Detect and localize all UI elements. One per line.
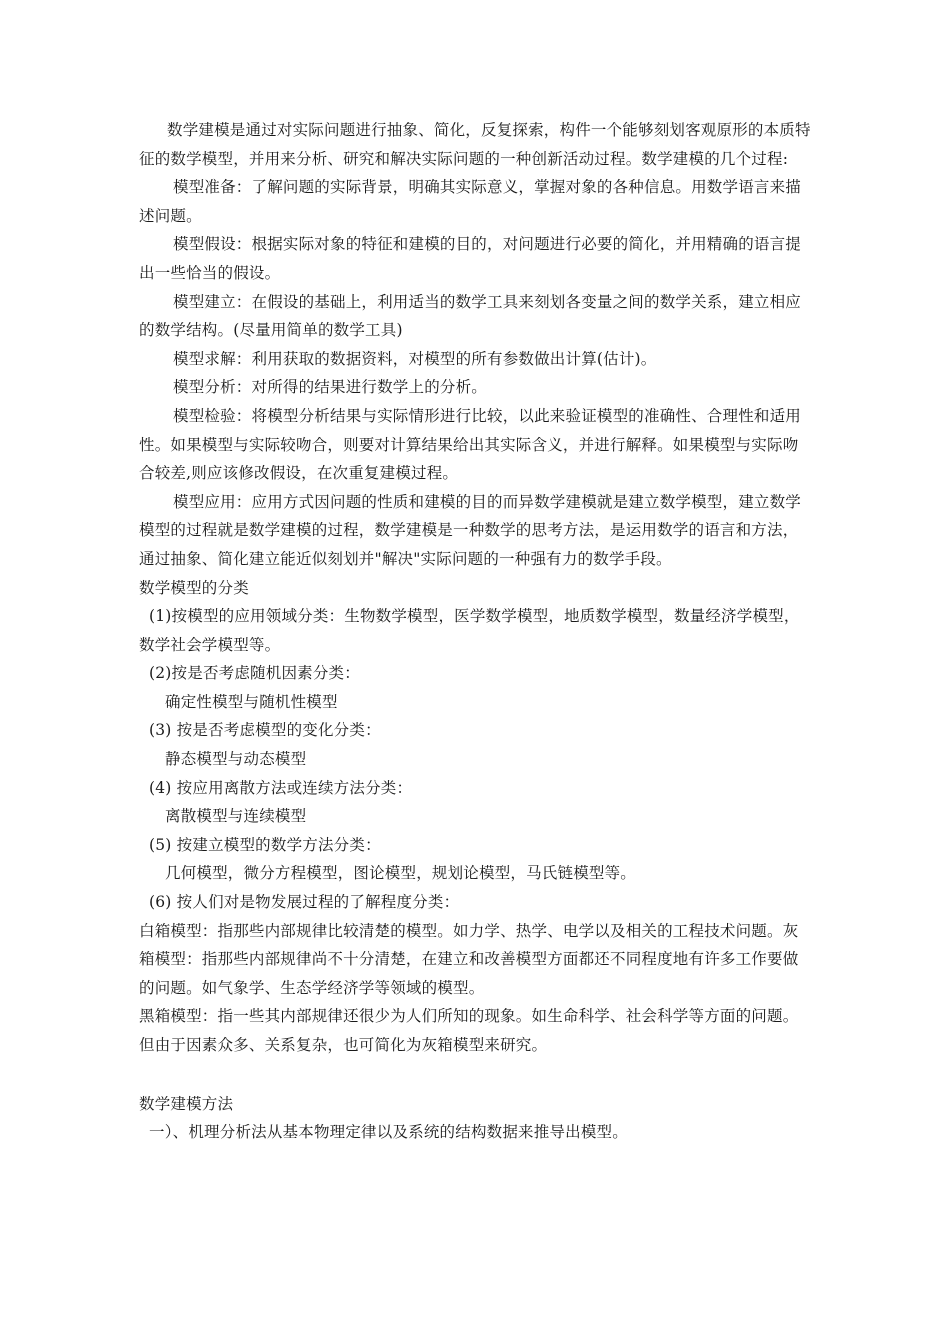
classification-item-3: (3) 按是否考虑模型的变化分类： [149,721,381,740]
classification-item-1: (1)按模型的应用领域分类：生物数学模型，医学数学模型，地质数学模型，数量经济学模型，数学社会学模型等。 [139,607,800,654]
classification-item-4: (4) 按应用离散方法或连续方法分类： [149,778,413,797]
classification-item-6: (6) 按人们对是物发展过程的了解程度分类： [149,893,460,912]
classification-item-5-detail: 几何模型，微分方程模型，图论模型，规划论模型，马氏链模型等。 [165,864,637,883]
step-solving: 模型求解：利用获取的数据资料，对模型的所有参数做出计算(估计)。 [173,349,657,368]
classification-item-3-detail: 静态模型与动态模型 [165,750,307,769]
step-validation: 模型检验：将模型分析结果与实际情形进行比较，以此来验证模型的准确性、合理性和适用性。如果模型与实际较吻合，则要对计算结果给出其实际含义，并进行解释。如果模型与实际吻合较差,则应该修改假设，在次重复建模过程。 [139,406,802,483]
classification-title: 数学模型的分类 [139,578,249,597]
step-analysis: 模型分析：对所得的结果进行数学上的分析。 [173,378,488,397]
step-construction: 模型建立：在假设的基础上，利用适当的数学工具来刻划各变量之间的数学关系，建立相应的数学结构。(尽量用简单的数学工具) [139,292,802,340]
whitebox-graybox-paragraph: 白箱模型：指那些内部规律比较清楚的模型。如力学、热学、电学以及相关的工程技术问题。灰箱模型：指那些内部规律尚不十分清楚，在建立和改善模型方面都还不同程度地有许多工作要做的问题。如气象学、生态学经济学等领域的模型。 [139,921,799,997]
step-assumption: 模型假设：根据实际对象的特征和建模的目的，对问题进行必要的简化，并用精确的语言提出一些恰当的假设。 [139,235,802,282]
methods-title: 数学建模方法 [139,1094,234,1113]
step-preparation: 模型准备：了解问题的实际背景，明确其实际意义，掌握对象的各种信息。用数学语言来描述问题。 [139,178,802,225]
blackbox-paragraph: 黑箱模型：指一些其内部规律还很少为人们所知的现象。如生命科学、社会科学等方面的问题。但由于因素众多、关系复杂，也可简化为灰箱模型来研究。 [139,1007,799,1054]
classification-item-4-detail: 离散模型与连续模型 [165,807,307,826]
classification-item-2: (2)按是否考虑随机因素分类： [149,664,360,683]
intro-paragraph: 数学建模是通过对实际问题进行抽象、简化，反复探索，构件一个能够刻划客观原形的本质特征的数学模型，并用来分析、研究和解决实际问题的一种创新活动过程。数学建模的几个过程: [139,121,811,168]
classification-item-2-detail: 确定性模型与随机性模型 [165,692,338,711]
document-body [139,116,811,1147]
method-item-1: 一）、机理分析法从基本物理定律以及系统的结构数据来推导出模型。 [149,1123,628,1142]
classification-item-5: (5) 按建立模型的数学方法分类： [149,835,381,854]
section-gap [139,1060,811,1090]
step-application: 模型应用：应用方式因问题的性质和建模的目的而异数学建模就是建立数学模型，建立数学模型的过程就是数学建模的过程，数学建模是一种数学的思考方法，是运用数学的语言和方法，通过抽象、简化建立能近似刻划并"解决"实际问题的一种强有力的数学手段。 [139,492,802,568]
